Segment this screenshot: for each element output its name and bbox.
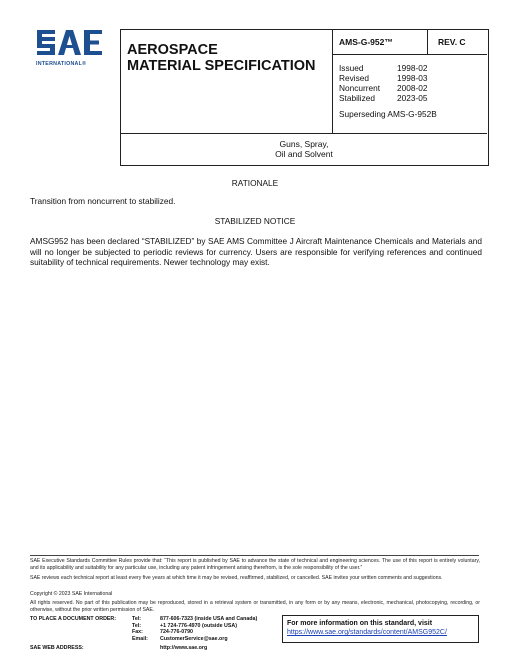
order-label: TO PLACE A DOCUMENT ORDER: <box>30 616 117 622</box>
subject-line-1: Guns, Spray, <box>279 139 329 149</box>
web-link[interactable]: http://www.sae.org <box>160 644 208 651</box>
logo-subtitle: INTERNATIONAL® <box>36 61 87 67</box>
contact-label: Email: <box>132 636 148 643</box>
rights-text: All rights reserved. No part of this publication may be reproduced, stored in a retrieval system or transmitted, in any form or by any means, electronic, mechanical, photocopying, recording, or otherwise, without the prior written permission of SAE. <box>30 600 480 613</box>
sae-logo <box>36 28 108 78</box>
title-cell <box>121 30 333 133</box>
date-row-issued <box>339 63 487 73</box>
stabilized-notice-text: AMSG952 has been declared “STABILIZED” by SAE AMS Committee J Aircraft Maintenance Chemicals and Materials and will no longer be subjected to periodic reviews for currency. Users are responsible for verifying references and continued suitability of technical requirements. Newer technology may exist. <box>30 236 482 267</box>
date-row-revised <box>339 73 487 83</box>
more-info-title: For more information on this standard, visit <box>287 620 433 627</box>
revision-label: REV. C <box>428 30 487 55</box>
contact-label: Fax: <box>132 629 143 636</box>
subject-line-2: Oil and Solvent <box>275 149 333 159</box>
contact-row <box>30 636 280 643</box>
date-value: 2008-02 <box>397 83 428 93</box>
contact-value: 724-776-0790 <box>160 629 193 636</box>
standard-url-link[interactable]: https://www.sae.org/standards/content/AMSG952C/ <box>287 629 447 636</box>
contact-label: Tel: <box>132 622 142 629</box>
contact-value[interactable]: +1 724-776-4970 (outside USA) <box>160 622 237 629</box>
title-line-1: AEROSPACE <box>127 42 218 58</box>
stabilized-notice-heading: STABILIZED NOTICE <box>214 216 296 226</box>
title-line-2: MATERIAL SPECIFICATION <box>127 58 316 74</box>
contact-row <box>30 629 280 636</box>
subject-cell <box>121 133 487 165</box>
date-row-noncurrent <box>339 83 487 93</box>
superseding-note: Superseding AMS-G-952B <box>339 109 437 119</box>
date-row-stabilized <box>339 93 487 103</box>
rationale-heading: RATIONALE <box>231 178 279 188</box>
footer-divider <box>30 555 479 556</box>
document-id: AMS-G-952™ <box>333 30 428 55</box>
copyright-text: Copyright © 2023 SAE International <box>30 591 113 597</box>
date-value: 1998-03 <box>397 73 428 83</box>
dates-cell <box>333 55 487 133</box>
date-label: Issued <box>339 63 364 73</box>
web-row <box>30 645 280 652</box>
contact-value[interactable]: 877-606-7323 (inside USA and Canada) <box>160 616 258 622</box>
contact-label: Tel: <box>132 616 142 622</box>
web-label: SAE WEB ADDRESS: <box>30 644 84 651</box>
rationale-text: Transition from noncurrent to stabilized. <box>30 196 176 206</box>
order-contacts <box>30 616 280 651</box>
date-label: Revised <box>339 73 369 83</box>
review-text: SAE reviews each technical report at least every five years at which time it may be revised, reaffirmed, stabilized, or cancelled. SAE invites your written comments and suggestions. <box>30 575 443 581</box>
email-link[interactable]: CustomerService@sae.org <box>160 636 228 643</box>
date-label: Stabilized <box>339 93 375 103</box>
date-value: 1998-02 <box>397 63 428 73</box>
committee-rules-text: SAE Executive Standards Committee Rules provide that: “This report is published by SAE to advance the state of technical and engineering sciences. The use of this report is entirely voluntary, and its applicability and suitability for any particular use, including any patent infringement arising therefrom, is the sole responsibility of the user.” <box>30 558 480 571</box>
document-header <box>120 29 489 166</box>
contact-row <box>30 616 280 623</box>
contact-row <box>30 623 280 630</box>
more-info-box <box>282 615 479 643</box>
date-label: Noncurrent <box>339 83 381 93</box>
date-value: 2023-05 <box>397 93 428 103</box>
